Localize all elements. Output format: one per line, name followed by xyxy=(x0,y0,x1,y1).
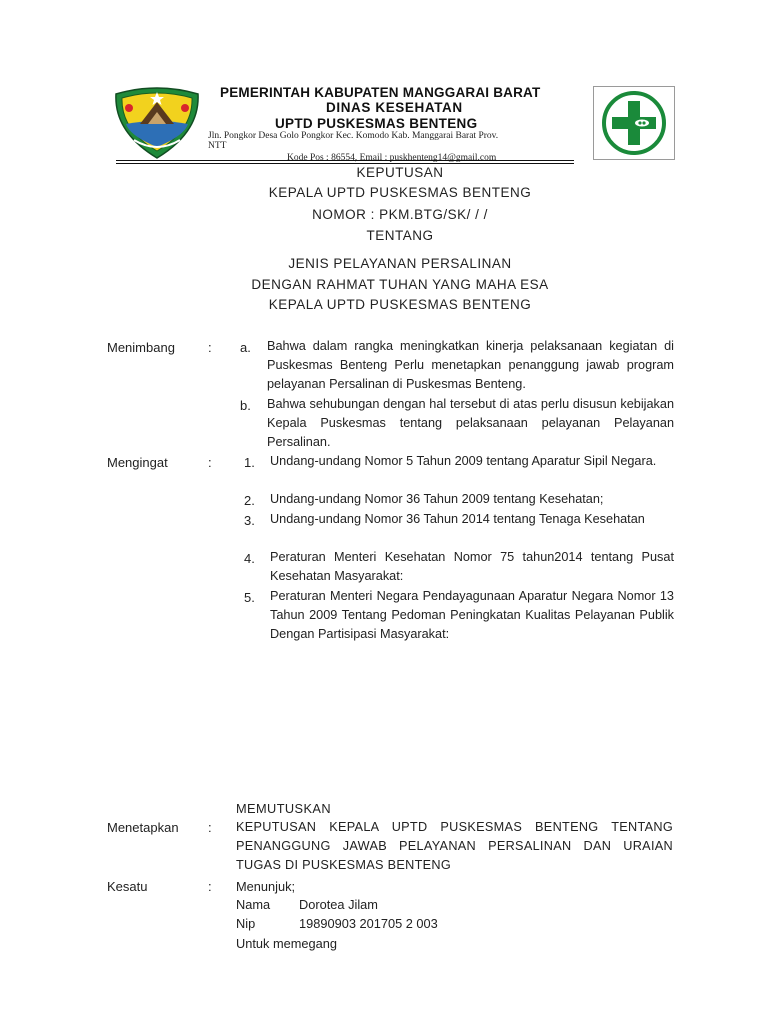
regency-coat-of-arms-logo xyxy=(112,84,202,160)
kesatu-label: Kesatu xyxy=(107,879,148,894)
letterhead-department: DINAS KESEHATAN xyxy=(326,100,463,115)
decree-heading: KEPUTUSAN xyxy=(356,165,444,180)
untuk-memegang: Untuk memegang xyxy=(236,936,338,951)
decree-issuer: KEPALA UPTD PUSKESMAS BENTENG xyxy=(268,185,532,200)
mengingat-label: Mengingat xyxy=(107,455,168,470)
mengingat-item-3-text: Undang-undang Nomor 36 Tahun 2014 tentang Tenaga Kesehatan xyxy=(270,512,645,526)
puskesmas-logo xyxy=(593,86,675,160)
mengingat-item-2-mark: 2. xyxy=(244,493,255,508)
letterhead-address: Jln. Pongkor Desa Golo Pongkor Kec. Komodo Kab. Manggarai Barat Prov. xyxy=(208,131,499,141)
letterhead-postal-email: Kode Pos : 86554, Email : puskhenteng14@gmail.com xyxy=(287,153,497,163)
letterhead-rule-thin xyxy=(116,163,574,164)
mengingat-item-5-mark: 5. xyxy=(244,590,255,605)
letterhead-government: PEMERINTAH KABUPATEN MANGGARAI BARAT xyxy=(220,85,541,100)
kesatu-menunjuk: Menunjuk; xyxy=(236,879,296,894)
decree-invocation: DENGAN RAHMAT TUHAN YANG MAHA ESA xyxy=(251,277,549,292)
decree-tentang: TENTANG xyxy=(366,228,434,243)
menimbang-item-b-text: Bahwa sehubungan dengan hal tersebut di atas perlu disusun kebijakan Kepala Puskesmas tentang pelaksanaan pelayanan Pelayanan Persalinan. xyxy=(267,397,674,450)
menimbang-item-b-mark: b. xyxy=(240,398,251,413)
letterhead-address-province: NTT xyxy=(208,141,227,151)
mengingat-item-4-mark: 4. xyxy=(244,551,255,566)
mengingat-item-1-text: Undang-undang Nomor 5 Tahun 2009 tentang Aparatur Sipil Negara. xyxy=(270,454,657,468)
mengingat-item-5-text: Peraturan Menteri Negara Pendayagunaan Aparatur Negara Nomor 13 Tahun 2009 Tentang Pedoman Peningkatan Kualitas Pelayanan Publik Dengan Partisipasi Masyarakat: xyxy=(270,589,674,642)
menimbang-label: Menimbang xyxy=(107,340,175,355)
mengingat-item-1-mark: 1. xyxy=(244,455,255,470)
mengingat-item-2-text: Undang-undang Nomor 36 Tahun 2009 tentang Kesehatan; xyxy=(270,492,604,506)
decree-subject: JENIS PELAYANAN PERSALINAN xyxy=(288,256,512,271)
mengingat-item-3-mark: 3. xyxy=(244,513,255,528)
menetapkan-label: Menetapkan xyxy=(107,820,179,835)
mengingat-item-4-text: Peraturan Menteri Kesehatan Nomor 75 tahun2014 tentang Pusat Kesehatan Masyarakat: xyxy=(270,550,674,584)
letterhead-rule-thick xyxy=(116,160,574,161)
kesatu-colon: : xyxy=(208,879,212,894)
menetapkan-text: KEPUTUSAN KEPALA UPTD PUSKESMAS BENTENG TENTANG PENANGGUNG JAWAB PELAYANAN PERSALINAN DAN URAIAN TUGAS DI PUSKESMAS BENTENG xyxy=(236,820,673,873)
nip-label: Nip xyxy=(236,916,256,931)
menetapkan-colon: : xyxy=(208,820,212,835)
letterhead-institution: UPTD PUSKESMAS BENTENG xyxy=(275,116,478,131)
decree-issuer-repeat: KEPALA UPTD PUSKESMAS BENTENG xyxy=(268,297,532,312)
nama-value: Dorotea Jilam xyxy=(299,897,378,912)
menimbang-item-a-mark: a. xyxy=(240,340,251,355)
menimbang-item-a-text: Bahwa dalam rangka meningkatkan kinerja pelaksanaan kegiatan di Puskesmas Benteng Perlu menetapkan penanggung jawab program pelayanan Persalinan di Puskesmas Benteng. xyxy=(267,339,674,392)
mengingat-colon: : xyxy=(208,455,212,470)
memutuskan-heading: MEMUTUSKAN xyxy=(236,801,332,816)
nip-value: 19890903 201705 2 003 xyxy=(299,916,438,931)
nama-label: Nama xyxy=(236,897,271,912)
decree-number: NOMOR : PKM.BTG/SK/ / / xyxy=(312,207,488,222)
menimbang-colon: : xyxy=(208,340,212,355)
